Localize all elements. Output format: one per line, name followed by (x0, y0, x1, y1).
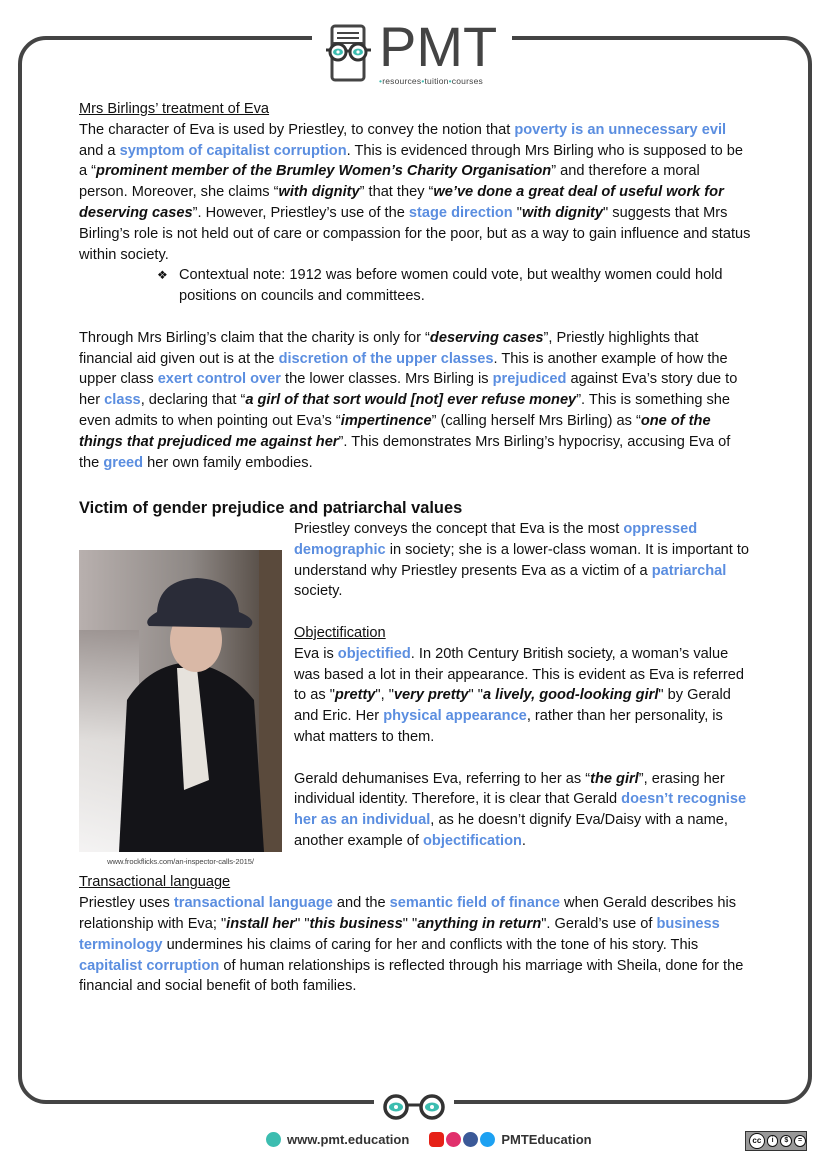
key-term: exert control over (157, 371, 281, 388)
text-run: against Eva’s story due to her (79, 371, 738, 409)
key-term: physical appearance (383, 708, 527, 725)
text-run: The character of Eva is used by Priestley, to convey the notion that (79, 121, 515, 138)
key-term: capitalist corruption (79, 957, 220, 974)
nd-icon: = (794, 1135, 806, 1147)
text-run: Priestley conveys the concept that Eva is the most (294, 520, 624, 537)
quotation: this business (309, 916, 403, 933)
pmt-logo (322, 15, 508, 90)
key-term: stage direction (408, 204, 513, 221)
text-run: . This is another example of how the upper class (79, 350, 728, 388)
document-body (79, 99, 751, 997)
text-run: ”. This is something she even admits to when pointing out Eva’s “ (79, 392, 731, 429)
text-run: ”, erasing her individual identity. Therefore, it is clear that Gerald (294, 770, 725, 808)
text-run: . In 20th Century British society, a woman’s value was based a lot in their appearance. This is evident as Eva is referred to as " (294, 645, 744, 704)
quotation: install her (226, 916, 296, 933)
text-run: and the (332, 895, 390, 912)
text-run: the lower classes. Mrs Birling is (280, 371, 493, 388)
text-run: in society; she is a lower-class woman. It is important to understand why Priestley presents Eva as a victim of a (294, 541, 749, 579)
eva-smith-photo (79, 550, 282, 852)
twitter-icon[interactable] (480, 1132, 495, 1147)
quotation: with dignity (278, 184, 360, 201)
quotation: impertinence (340, 412, 432, 429)
figure (79, 550, 282, 867)
key-term: transactional language (173, 895, 333, 912)
key-term: symptom of capitalist corruption (119, 142, 347, 159)
quotation: with dignity (521, 204, 604, 221)
text-run: . (521, 832, 526, 849)
text-run: " " (468, 687, 483, 704)
social-handle[interactable]: PMTEducation (501, 1132, 592, 1147)
section-heading-mrs-birling: Mrs Birlings’ treatment of Eva (79, 101, 270, 117)
quotation: anything in return (417, 916, 542, 933)
quotation: deserving cases (429, 329, 544, 346)
key-term: objectified (337, 645, 411, 662)
subheading-transactional: Transactional language (79, 874, 231, 891)
quotation: prominent member of the Brumley Women’s Charity Organisation (96, 163, 552, 180)
key-term: patriarchal (651, 562, 727, 579)
text-run: ". Gerald’s use of (541, 916, 657, 933)
text-run: " (512, 204, 522, 221)
image-caption: www.frockflicks.com/an-inspector-calls-2015/ (107, 856, 254, 866)
text-run: undermines his claims of caring for her and conflicts with the tone of his story. This (162, 936, 699, 953)
nc-icon: $ (780, 1135, 792, 1147)
book-glasses-icon (326, 24, 372, 84)
text-run: Through Mrs Birling’s claim that the charity is only for “ (79, 329, 430, 346)
website-link[interactable]: www.pmt.education (287, 1132, 410, 1147)
text-run: her own family embodies. (143, 454, 313, 471)
subheading-objectification: Objectification (294, 624, 386, 641)
by-icon: i (767, 1135, 779, 1147)
diamond-bullet-icon: ❖ (157, 268, 168, 283)
text-run: , rather than her personality, is what matters to them. (294, 708, 723, 745)
key-term: class (104, 392, 141, 409)
quotation: the girl (590, 770, 639, 787)
text-run: " suggests that Mrs Birling’s role is not held out of care or compassion for the poor, but as a way to gain influence and status within society. (79, 204, 751, 263)
text-run: " " (295, 916, 310, 933)
footer (266, 1132, 592, 1147)
quotation: one of the things that prejudiced me against her (79, 412, 711, 450)
key-term: greed (103, 454, 144, 471)
contextual-note (143, 265, 751, 307)
key-term: prejudiced (492, 371, 567, 388)
key-term: poverty is an unnecessary evil (514, 121, 727, 138)
text-run: Priestley uses (79, 895, 174, 912)
text-run: Eva is (294, 645, 338, 662)
text-run: " " (402, 916, 418, 933)
text-run: " by Gerald and Eric. Her (294, 687, 731, 725)
key-term: doesn’t recognise her as an individual (294, 791, 747, 829)
paragraph (79, 120, 751, 266)
text-run: , declaring that “ (140, 392, 246, 409)
text-run: ”, Priestly highlights that financial aid given out is at the (79, 329, 699, 367)
key-term: business terminology (79, 916, 720, 953)
youtube-icon[interactable] (429, 1132, 444, 1147)
text-run: ” (calling herself Mrs Birling) as “ (431, 412, 641, 429)
note-text: Contextual note: 1912 was before women could vote, but wealthy women could hold positions on councils and committees. (179, 267, 723, 305)
logo-text: PMT (379, 15, 498, 78)
text-run: Gerald dehumanises Eva, referring to her as “ (294, 770, 591, 787)
key-term: semantic field of finance (389, 895, 560, 912)
paragraph (79, 893, 751, 997)
text-run: ", " (375, 687, 394, 704)
text-run: ” that they “ (359, 184, 434, 201)
quotation: we’ve done a great deal of useful work for deserving cases (79, 184, 724, 221)
glasses-icon (376, 1093, 452, 1121)
key-term: discretion of the upper classes (278, 350, 494, 367)
quotation: pretty (334, 687, 376, 704)
text-run: of human relationships is reflected through his marriage with Sheila, done for the financial and social benefit of both families. (79, 957, 744, 995)
cc-icon: cc (749, 1133, 765, 1149)
instagram-icon[interactable] (446, 1132, 461, 1147)
text-run: and a (79, 142, 120, 159)
section-heading-gender: Victim of gender prejudice and patriarchal values (79, 499, 463, 518)
text-run: . This is evidenced through Mrs Birling who is supposed to be a “ (79, 142, 744, 180)
quotation: a girl of that sort would [not] ever refuse money (245, 392, 577, 409)
text-run: , as he doesn’t dignify Eva/Daisy with a name, another example of (294, 812, 728, 849)
text-run: ”. This demonstrates Mrs Birling’s hypocrisy, accusing Eva of the (79, 433, 731, 471)
quotation: a lively, good-looking girl (482, 687, 659, 704)
paragraph (79, 328, 751, 474)
facebook-icon[interactable] (463, 1132, 478, 1147)
text-run: ” and therefore a moral person. Moreover, she claims “ (79, 163, 700, 201)
creative-commons-badge[interactable] (745, 1131, 807, 1151)
text-run: when Gerald describes his relationship with Eva; " (79, 895, 737, 933)
text-run: society. (294, 583, 343, 600)
key-term: oppressed demographic (294, 520, 698, 558)
key-term: objectification (423, 832, 522, 849)
logo-tagline: •resources•tuition•courses (379, 76, 483, 86)
cursor-globe-icon (266, 1132, 281, 1147)
quotation: very pretty (393, 687, 469, 704)
text-run: ”. However, Priestley’s use of the (192, 204, 409, 221)
